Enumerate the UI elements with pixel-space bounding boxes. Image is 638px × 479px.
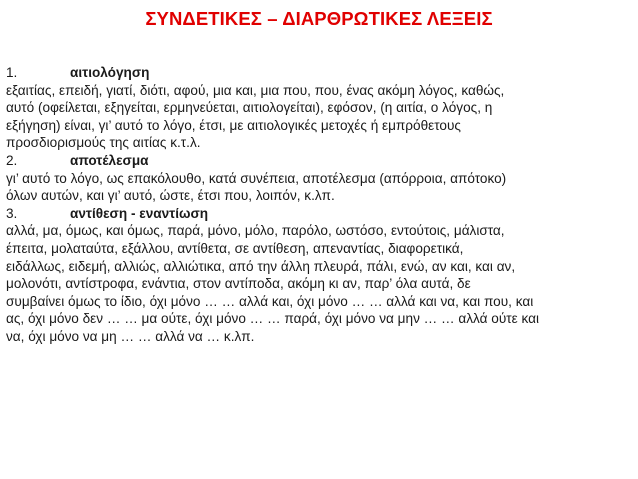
section-number: 2. — [6, 152, 18, 168]
page-title: ΣΥΝΔΕΤΙΚΕΣ – ΔΙΑΡΘΡΩΤΙΚΕΣ ΛΕΞΕΙΣ — [145, 8, 493, 29]
text-line: αλλά, μα, όμως, και όμως, παρά, μόνο, μόλο, παρόλο, ωστόσο, εντούτοις, μάλιστα, — [6, 223, 505, 239]
section-title: αντίθεση - εναντίωση — [70, 205, 209, 221]
section-heading — [6, 64, 634, 82]
text-line: συμβαίνει όμως το ίδιο, όχι μόνο … … αλλά και, όχι μόνο … … αλλά και να, και που, και — [6, 293, 534, 309]
section-number: 1. — [6, 65, 18, 80]
section-heading — [6, 152, 634, 170]
text-line: μολονότι, αντίστροφα, ενάντια, στον αντίποδα, ακόμη κι αν, παρ’ όλα αυτά, δε — [6, 276, 471, 292]
section-aitiologisi — [6, 64, 634, 152]
section-heading — [6, 205, 634, 223]
text-line: ας, όχι μόνο δεν … … μα ούτε, όχι μόνο … … παρά, όχι μόνο να μην … … αλλά ούτε και — [6, 311, 539, 327]
section-apotelesma — [6, 152, 634, 205]
text-line: εξαιτίας, επειδή, γιατί, διότι, αφού, μια και, μια που, που, ένας ακόμη λόγος, καθώς, — [6, 82, 505, 98]
section-antithesi — [6, 205, 634, 346]
content-body — [6, 64, 634, 346]
text-line: προσδιορισμούς της αιτίας κ.τ.λ. — [6, 135, 201, 151]
text-line: αυτό (οφείλεται, εξηγείται, ερμηνεύεται, αιτιολογείται), εφόσον, (η αιτία, ο λόγος, η — [6, 100, 493, 116]
text-line: εξήγηση) είναι, γι’ αυτό το λόγο, έτσι, με αιτιολογικές μετοχές ή εμπρόθετους — [6, 117, 461, 133]
text-line: να, όχι μόνο να μη … … αλλά να … κ.λπ. — [6, 328, 255, 344]
section-title: αιτιολόγηση — [70, 65, 150, 80]
section-number: 3. — [6, 205, 18, 221]
text-line: όλων αυτών, και γι’ αυτό, ώστε, έτσι που, λοιπόν, κ.λπ. — [6, 188, 335, 204]
section-title: αποτέλεσμα — [70, 152, 149, 168]
text-line: έπειτα, μολαταύτα, εξάλλου, αντίθετα, σε αντίθεση, απεναντίας, διαφορετικά, — [6, 240, 464, 256]
text-line: ειδάλλως, ειδεμή, αλλιώς, αλλιώτικα, από την άλλη πλευρά, πάλι, ενώ, αν και, και αν, — [6, 258, 516, 274]
text-line: γι’ αυτό το λόγο, ως επακόλουθο, κατά συνέπεια, αποτέλεσμα (απόρροια, απότοκο) — [6, 170, 507, 186]
